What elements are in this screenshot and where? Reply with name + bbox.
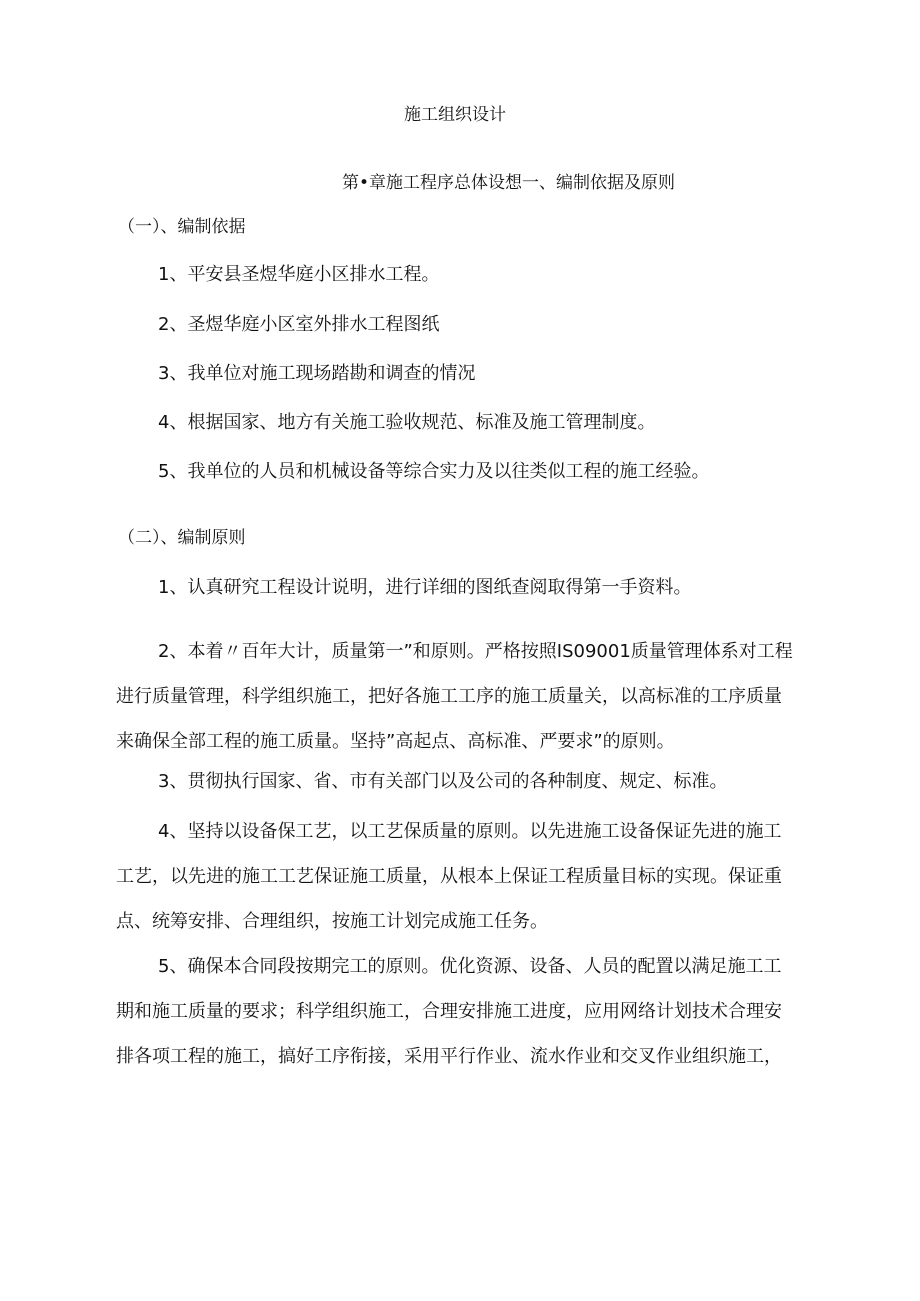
chapter-heading: 第•章施工程序总体设想一、编制依据及原则 [342, 173, 676, 193]
principle-paragraph [116, 944, 806, 1079]
section-heading-basis: （一）、编制依据 [118, 217, 246, 237]
paragraph-line: 5、确保本合同段按期完工的原则。优化资源、设备、人员的配置以满足施工工 [158, 956, 782, 977]
basis-item: 4、根据国家、地方有关施工验收规范、标准及施工管理制度。 [158, 412, 656, 433]
section-heading-principles: （二）、编制原则 [118, 528, 246, 548]
paragraph-line: 工艺，以先进的施工工艺保证施工质量，从根本上保证工程质量目标的实现。保证重 [116, 866, 782, 887]
basis-item: 5、我单位的人员和机械设备等综合实力及以往类似工程的施工经验。 [158, 461, 710, 482]
principle-paragraph [116, 629, 806, 764]
paragraph-line: 2、本着〃百年大计，质量第一”和原则。严格按照IS09001质量管理体系对工程 [158, 641, 793, 662]
paragraph-line: 来确保全部工程的施工质量。坚持”高起点、高标准、严要求”的原则。 [116, 731, 675, 752]
paragraph-line: 点、统筹安排、合理组织，按施工计划完成施工任务。 [116, 911, 548, 932]
principle-item: 1、认真研究工程设计说明，进行详细的图纸查阅取得第一手资料。 [158, 577, 692, 598]
basis-item: 1、平安县圣煜华庭小区排水工程。 [158, 264, 440, 285]
paragraph-line: 4、坚持以设备保工艺，以工艺保质量的原则。以先进施工设备保证先进的施工 [158, 821, 782, 842]
document-title: 施工组织设计 [404, 105, 506, 125]
paragraph-line: 排各项工程的施工，搞好工序衔接，采用平行作业、流水作业和交叉作业组织施工， [116, 1046, 782, 1067]
principle-item: 3、贯彻执行国家、省、市有关部门以及公司的各种制度、规定、标准。 [158, 771, 728, 792]
basis-item: 2、圣煜华庭小区室外排水工程图纸 [158, 314, 440, 335]
paragraph-line: 期和施工质量的要求；科学组织施工，合理安排施工进度，应用网络计划技术合理安 [116, 1001, 782, 1022]
principle-paragraph [116, 809, 806, 944]
paragraph-line: 进行质量管理，科学组织施工，把好各施工工序的施工质量关，以高标准的工序质量 [116, 686, 782, 707]
basis-item: 3、我单位对施工现场踏勘和调查的情况 [158, 363, 476, 384]
